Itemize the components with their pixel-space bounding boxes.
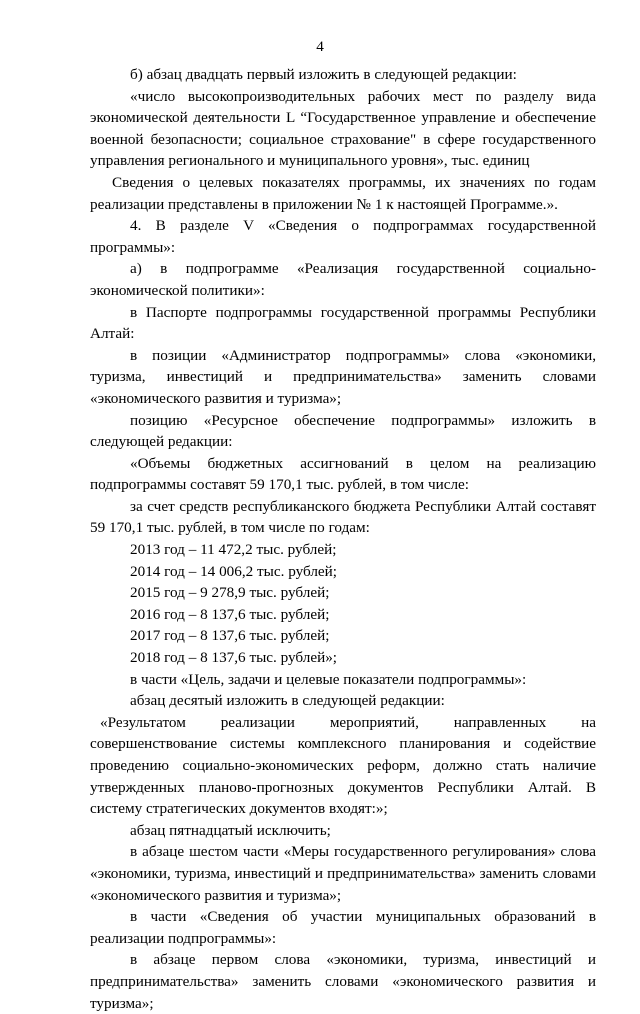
text-line: б) абзац двадцать первый изложить в следующей редакции: [130, 66, 517, 83]
text-line: «Результатом реализации мероприятий, направленных на [100, 713, 596, 731]
text-line: военной безопасности; социальное страхование" в сфере государственного [90, 130, 596, 148]
text-line: в Паспорте подпрограммы государственной программы Республики [130, 303, 596, 321]
text-line: «экономического развития и туризма»; [90, 389, 342, 407]
text-line: в позиции «Администратор подпрограммы» слова «экономики, [130, 346, 596, 364]
text-line: программы»: [90, 238, 176, 256]
text-line: в части «Сведения об участии муниципальных образований в [130, 908, 596, 926]
text-line: 2018 год – 8 137,6 тыс. рублей»; [130, 649, 338, 667]
text-line: в абзаце шестом части «Меры государственного регулирования» слова [130, 843, 596, 861]
page-number: 4 [316, 38, 324, 55]
text-line: реализации представлены в приложении № 1 к настоящей Программе.». [90, 195, 558, 213]
text-line: 2016 год – 8 137,6 тыс. рублей; [130, 605, 330, 623]
text-line: подпрограммы составят 59 170,1 тыс. рублей, в том числе: [90, 476, 469, 494]
text-line: за счет средств республиканского бюджета Республики Алтай составят [130, 497, 596, 515]
text-line: систему стратегических документов входят:»; [90, 800, 388, 818]
text-line: 2013 год – 11 472,2 тыс. рублей; [130, 541, 337, 559]
text-line: 2017 год – 8 137,6 тыс. рублей; [130, 627, 330, 645]
text-line: 2015 год – 9 278,9 тыс. рублей; [130, 584, 330, 602]
text-line: утвержденных планово-прогнозных документов Республики Алтай. В [90, 778, 596, 796]
text-line: Сведения о целевых показателях программы, их значениях по годам [112, 173, 596, 191]
text-line: Алтай: [90, 325, 135, 343]
text-line: «Объемы бюджетных ассигнований в целом на реализацию [130, 454, 596, 472]
text-line: реализации подпрограммы»: [90, 929, 277, 947]
text-line: управления регионального и муниципального уровня», тыс. единиц [90, 152, 530, 170]
text-line: «экономического развития и туризма»; [90, 886, 342, 904]
text-line: предпринимательства» заменить словами «экономического развития и [90, 972, 596, 990]
text-line: абзац пятнадцатый исключить; [130, 821, 331, 839]
text-line: в абзаце первом слова «экономики, туризма, инвестиций и [130, 951, 596, 969]
text-line: проведению социально-экономических реформ, должно стать наличие [90, 757, 596, 774]
text-line: совершенствование системы комплексного планирования и содействие [90, 735, 596, 753]
text-line: а) в подпрограмме «Реализация государственной социально- [130, 260, 596, 278]
text-line: «число высокопроизводительных рабочих мест по разделу вида [130, 87, 596, 105]
text-line: в части «Цель, задачи и целевые показатели подпрограммы»: [130, 670, 527, 688]
text-line: экономической деятельности L “Государственное управление и обеспечение [90, 109, 596, 127]
text-line: абзац десятый изложить в следующей редакции: [130, 692, 445, 710]
text-line: экономической политики»: [90, 281, 265, 299]
text-line: «экономики, туризма, инвестиций и предпринимательства» заменить словами [90, 864, 596, 882]
text-line: 59 170,1 тыс. рублей, в том числе по годам: [90, 519, 370, 537]
text-line: туризма»; [90, 994, 154, 1012]
text-line: позицию «Ресурсное обеспечение подпрограммы» изложить в [130, 411, 596, 429]
document-body [90, 64, 596, 1014]
text-line: 4. В разделе V «Сведения о подпрограммах государственной [130, 217, 596, 235]
text-line: следующей редакции: [90, 433, 233, 451]
text-line: туризма, инвестиций и предпринимательства» заменить словами [90, 368, 596, 386]
text-line: 2014 год – 14 006,2 тыс. рублей; [130, 562, 338, 580]
